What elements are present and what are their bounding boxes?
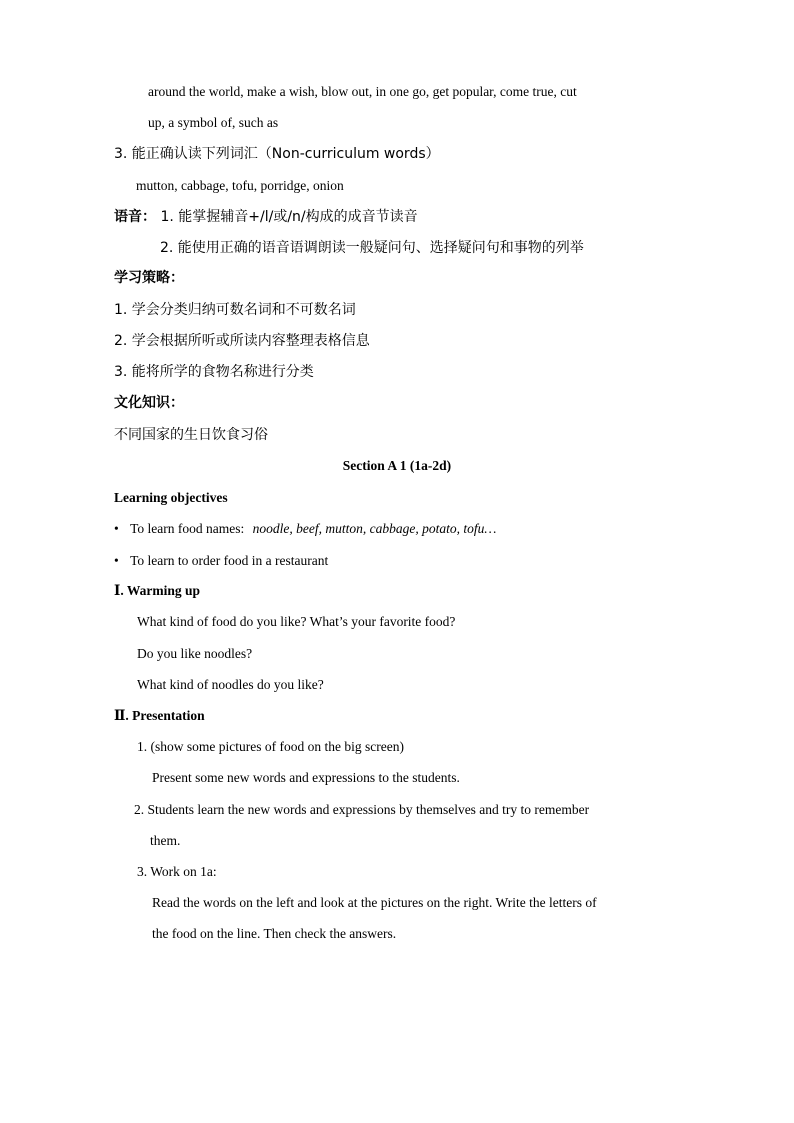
- phonetics-item-1-text: 1. 能掌握辅音+/l/或/n/构成的成音节读音: [160, 209, 418, 225]
- vocab-line-1: around the world, make a wish, blow out, in one go, get popular, come true, cut: [148, 84, 577, 99]
- objective-1-prefix: To learn food names:: [130, 521, 245, 536]
- culture-heading: 文化知识：: [114, 395, 184, 411]
- presentation-heading: Ⅱ. Presentation: [114, 708, 205, 723]
- strategy-item-3: 3. 能将所学的食物名称进行分类: [114, 364, 314, 380]
- warming-question-3: What kind of noodles do you like?: [137, 677, 324, 692]
- section-title: Section A 1 (1a-2d): [342, 458, 452, 473]
- presentation-step-1-detail: Present some new words and expressions to the students.: [152, 770, 460, 785]
- warming-question-2: Do you like noodles?: [137, 646, 253, 661]
- presentation-step-3-detail: Read the words on the left and look at the pictures on the right. Write the letters of: [152, 895, 597, 910]
- culture-text: 不同国家的生日饮食习俗: [114, 427, 268, 443]
- bullet: •: [114, 521, 119, 536]
- presentation-step-3: 3. Work on 1a:: [137, 864, 217, 879]
- phonetics-item-1: [114, 207, 418, 227]
- vocab-line-2: up, a symbol of, such as: [148, 115, 279, 130]
- presentation-step-2-cont: them.: [150, 833, 181, 848]
- objective-2: [114, 551, 328, 571]
- strategy-item-1: 1. 学会分类归纳可数名词和不可数名词: [114, 302, 356, 318]
- objective-2-text: To learn to order food in a restaurant: [130, 553, 329, 568]
- strategy-item-2: 2. 学会根据所听或所读内容整理表格信息: [114, 333, 370, 349]
- bullet: •: [114, 553, 119, 568]
- noncurriculum-heading: 3. 能正确认读下列词汇（Non-curriculum words）: [114, 146, 440, 162]
- phonetics-item-2: 2. 能使用正确的语音语调朗读一般疑问句、选择疑问句和事物的列举: [160, 240, 584, 256]
- warming-heading: Ⅰ. Warming up: [114, 583, 200, 598]
- objective-1: [114, 519, 496, 539]
- warming-question-1: What kind of food do you like? What’s your favorite food?: [137, 614, 456, 629]
- phonetics-label: 语音：: [114, 209, 156, 225]
- presentation-step-1: 1. (show some pictures of food on the big screen): [137, 739, 404, 754]
- noncurriculum-words: mutton, cabbage, tofu, porridge, onion: [136, 178, 344, 193]
- strategy-heading: 学习策略：: [114, 270, 184, 286]
- presentation-step-3-detail-cont: the food on the line. Then check the answers.: [152, 926, 397, 941]
- presentation-step-2: 2. Students learn the new words and expressions by themselves and try to remember: [134, 802, 590, 817]
- objective-1-words: noodle, beef, mutton, cabbage, potato, tofu…: [252, 521, 497, 536]
- objectives-heading: Learning objectives: [114, 490, 228, 505]
